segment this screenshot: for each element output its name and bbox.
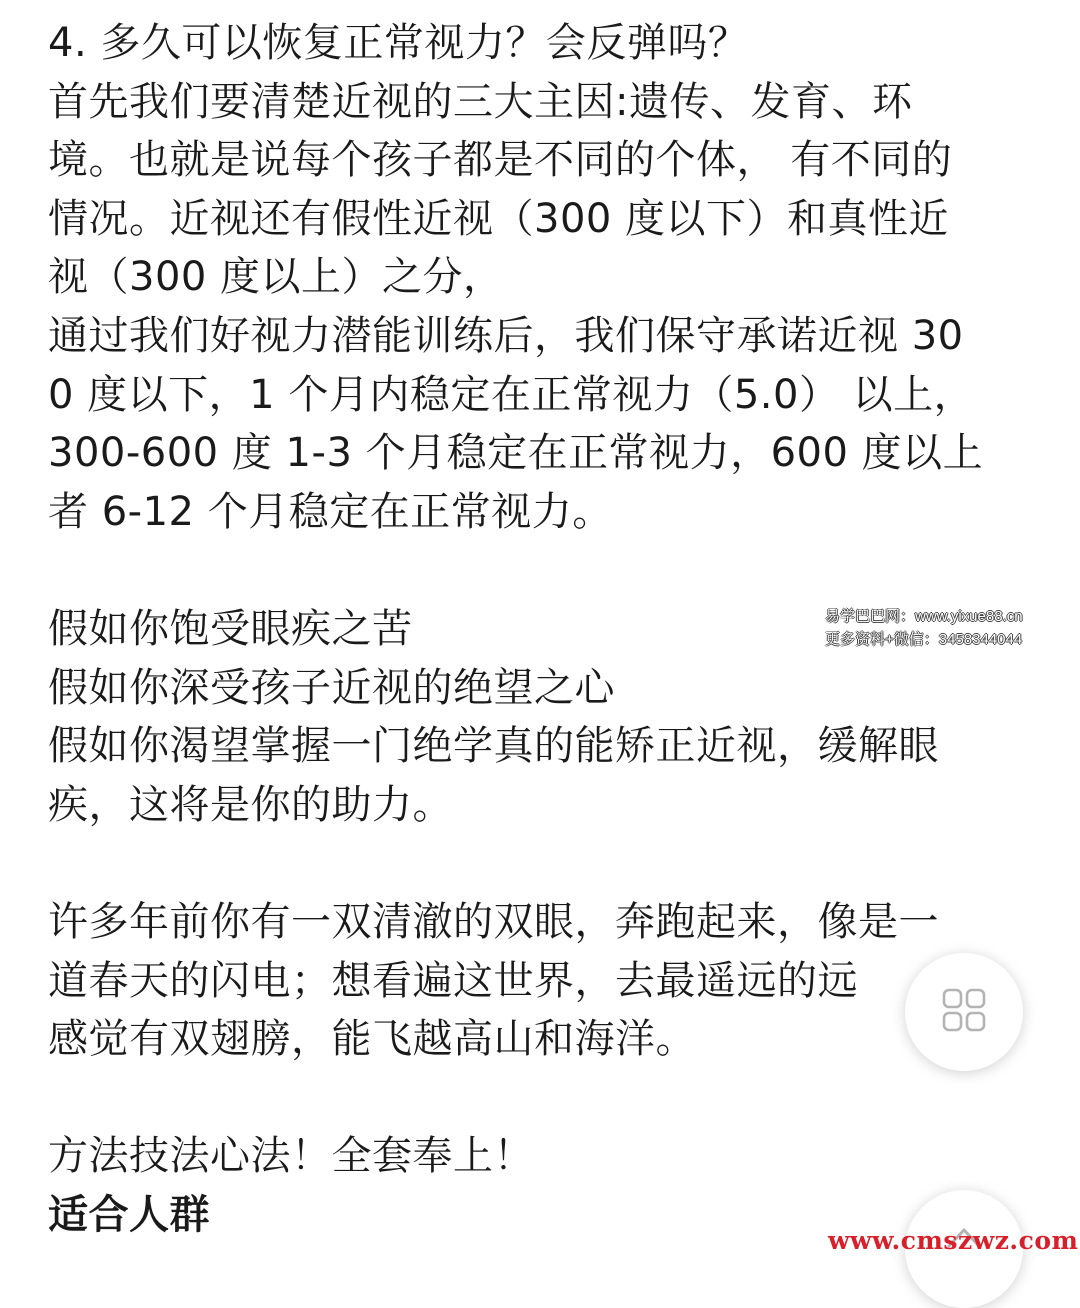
paragraph-line: 方法技法心法！全套奉上！: [48, 1133, 534, 1180]
section-heading: 适合人群: [48, 1191, 210, 1238]
paragraph-line: 许多年前你有一双清澈的双眼，奔跑起来，像是一: [48, 898, 939, 945]
grid-icon: [942, 988, 986, 1036]
grid-menu-button[interactable]: [905, 953, 1023, 1071]
paragraph-line: 4. 多久可以恢复正常视力？会反弹吗？: [48, 20, 749, 66]
watermark-line: 易学巴巴网：www.yixue88.cn: [825, 608, 1023, 625]
site-watermark: www.cmszwz.com: [828, 1226, 1079, 1255]
paragraph-line: 假如你深受孩子近视的绝望之心: [48, 664, 615, 711]
paragraph-line: 首先我们要清楚近视的三大主因:遗传、发育、环: [48, 78, 913, 125]
paragraph-line: 假如你饱受眼疾之苦: [48, 605, 413, 652]
paragraph-spacer: [48, 1069, 1023, 1128]
watermark-line: 更多资料+微信：3458344044: [825, 631, 1023, 648]
watermark: [825, 605, 1023, 651]
paragraph-line: 道春天的闪电；想看遍这世界，去最遥远的远: [48, 957, 858, 1004]
paragraph-line: 境。也就是说每个孩子都是不同的个体， 有不同的: [48, 137, 953, 184]
paragraph-line: 者 6-12 个月稳定在正常视力。: [48, 488, 613, 535]
paragraph-spacer: [48, 541, 1023, 600]
paragraph-line: 通过我们好视力潜能训练后，我们保守承诺近视 30: [48, 312, 964, 359]
paragraph-line: 视（300 度以上）之分，: [48, 254, 504, 301]
paragraph-spacer: [48, 834, 1023, 893]
paragraph-line: 疾，这将是你的助力。: [48, 781, 453, 828]
paragraph-line: 300-600 度 1-3 个月稳定在正常视力，600 度以上: [48, 430, 984, 477]
paragraph-line: 情况。近视还有假性近视（300 度以下）和真性近: [48, 195, 950, 242]
paragraph-line: 感觉有双翅膀，能飞越高山和海洋。: [48, 1016, 696, 1063]
paragraph-line: 假如你渴望掌握一门绝学真的能矫正近视，缓解眼: [48, 723, 939, 770]
paragraph-line: 0 度以下，1 个月内稳定在正常视力（5.0） 以上，: [48, 371, 975, 418]
